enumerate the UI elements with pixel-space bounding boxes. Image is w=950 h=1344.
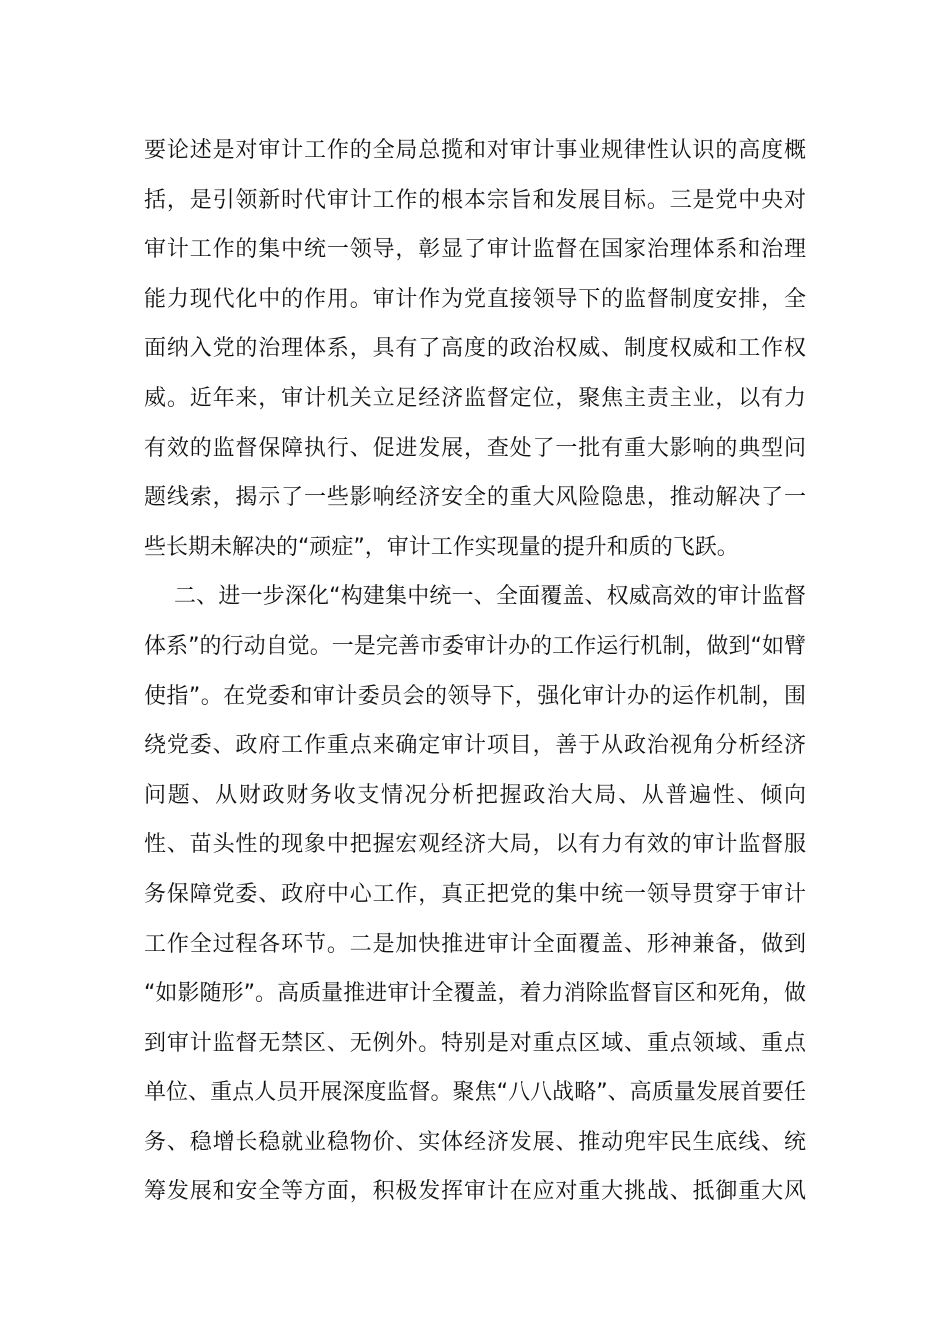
text-line: 工作全过程各环节。二是加快推进审计全面覆盖、形神兼备，做到 (144, 931, 806, 957)
text-line: 单位、重点人员开展深度监督。聚焦“八八战略”、高质量发展首要任 (144, 1080, 806, 1106)
text-line: 绕党委、政府工作重点来确定审计项目，善于从政治视角分析经济 (144, 733, 806, 759)
text-line: 务、稳增长稳就业稳物价、实体经济发展、推动兜牢民生底线、统 (144, 1129, 806, 1155)
text-line: 性、苗头性的现象中把握宏观经济大局，以有力有效的审计监督服 (144, 832, 806, 858)
text-line: 能力现代化中的作用。审计作为党直接领导下的监督制度安排，全 (144, 286, 806, 312)
text-line: 题线索，揭示了一些影响经济安全的重大风险隐患，推动解决了一 (144, 485, 806, 511)
text-line: 面纳入党的治理体系，具有了高度的政治权威、制度权威和工作权 (144, 336, 806, 362)
text-line: 使指”。在党委和审计委员会的领导下，强化审计办的运作机制，围 (144, 683, 806, 709)
text-line: 要论述是对审计工作的全局总揽和对审计事业规律性认识的高度概 (144, 138, 806, 163)
text-line: 务保障党委、政府中心工作，真正把党的集中统一领导贯穿于审计 (144, 881, 806, 907)
text-line: 筹发展和安全等方面，积极发挥审计在应对重大挑战、抵御重大风 (144, 1179, 806, 1205)
text-line: 到审计监督无禁区、无例外。特别是对重点区域、重点领域、重点 (144, 1030, 806, 1056)
text-line: 有效的监督保障执行、促进发展，查处了一批有重大影响的典型问 (144, 435, 806, 461)
text-line: 体系”的行动自觉。一是完善市委审计办的工作运行机制，做到“如臂 (144, 633, 806, 659)
text-line: “如影随形”。高质量推进审计全覆盖，着力消除监督盲区和死角，做 (144, 981, 806, 1007)
paragraph-end-line: 些长期未解决的“顽症”，审计工作实现量的提升和质的飞跃。 (144, 534, 739, 560)
text-line: 问题、从财政财务收支情况分析把握政治大局、从普遍性、倾向 (144, 782, 806, 808)
paragraph-start-line: 二、进一步深化“构建集中统一、全面覆盖、权威高效的审计监督 (174, 584, 806, 610)
document-body (144, 126, 806, 1217)
text-line: 审计工作的集中统一领导，彰显了审计监督在国家治理体系和治理 (144, 237, 806, 263)
text-line: 威。近年来，审计机关立足经济监督定位，聚焦主责主业，以有力 (144, 385, 806, 411)
text-line: 括，是引领新时代审计工作的根本宗旨和发展目标。三是党中央对 (144, 187, 806, 213)
